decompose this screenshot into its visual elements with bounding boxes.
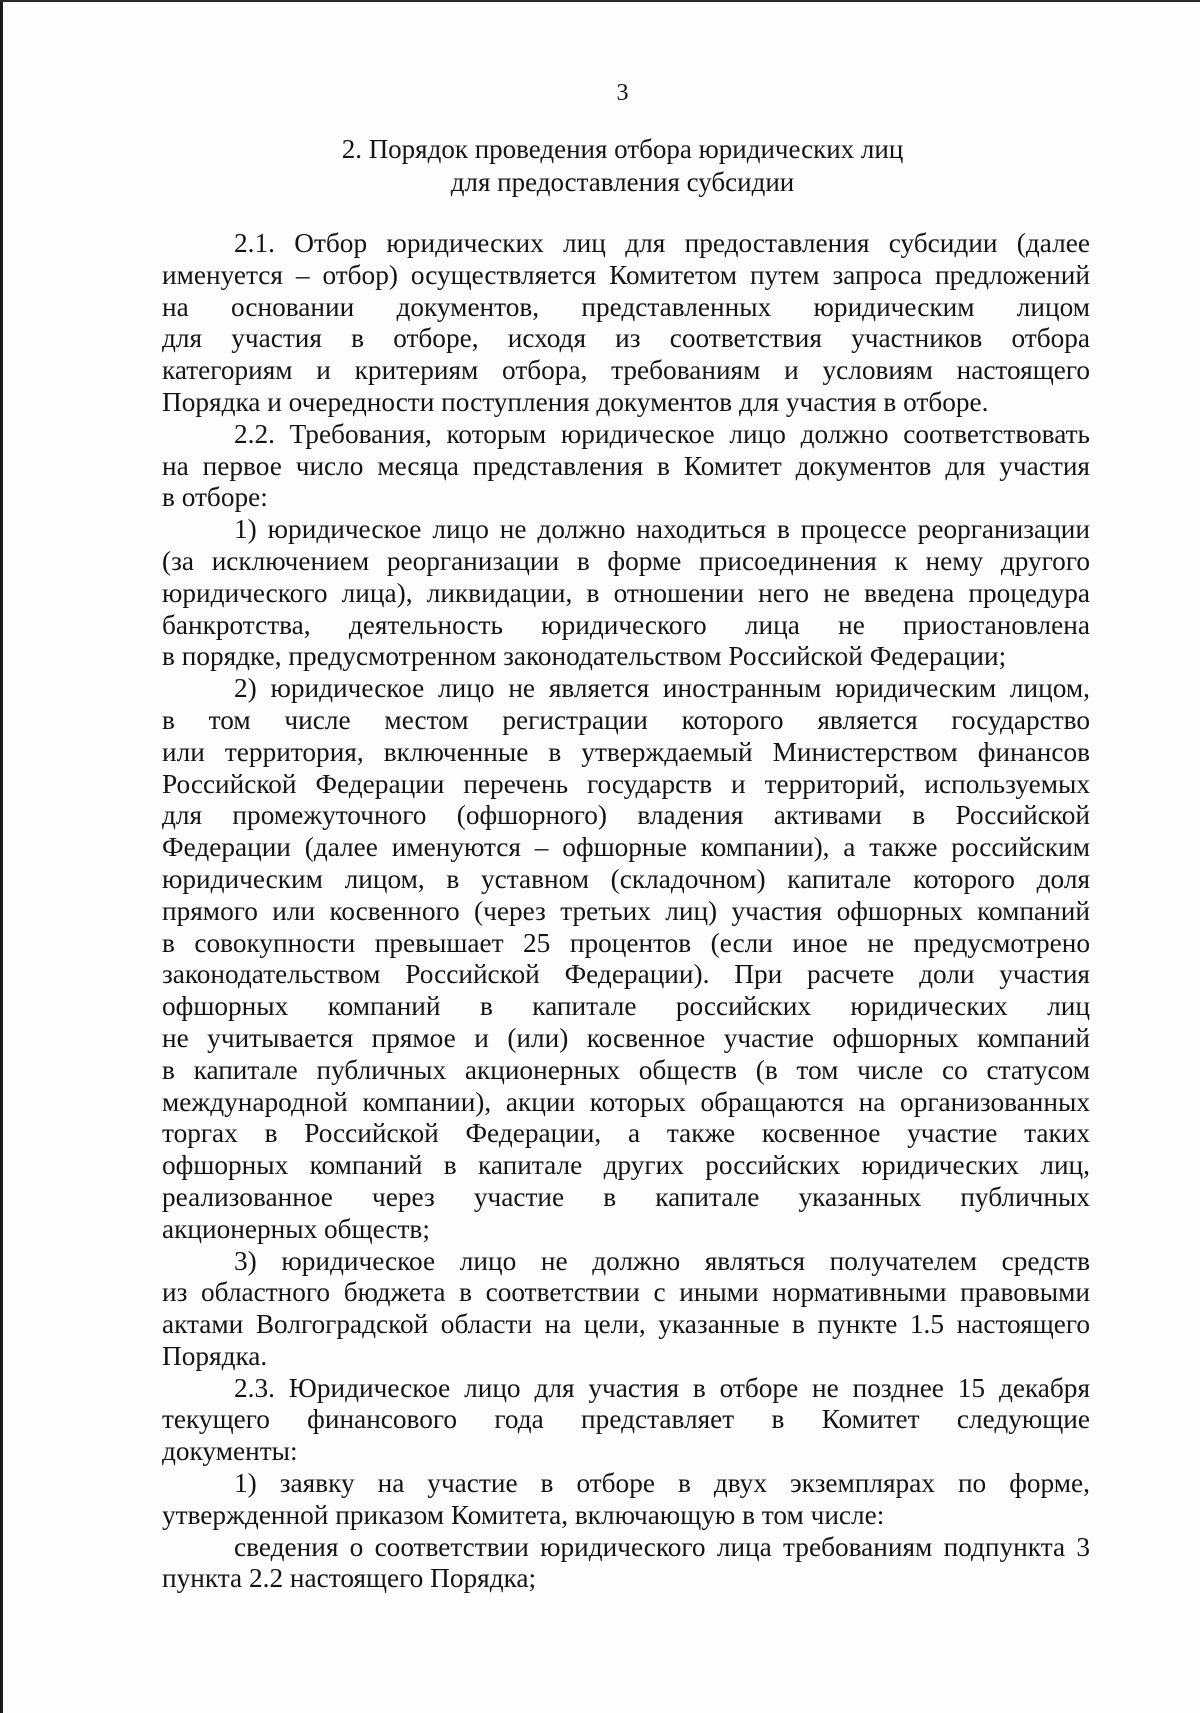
text-line: 2) юридическое лицо не является иностранным юридическим лицом, <box>234 673 1090 704</box>
text-line: актами Волгоградской области на цели, указанные в пункте 1.5 настоящего <box>162 1309 1090 1340</box>
text-line: акционерных обществ; <box>162 1213 430 1244</box>
text-line: в порядке, предусмотренном законодательством Российской Федерации; <box>162 641 1007 672</box>
scan-left-edge <box>0 0 3 1713</box>
text-line: юридическим лицом, в уставном (складочном) капитале которого доля <box>162 863 1090 894</box>
text-line: пункта 2.2 настоящего Порядка; <box>162 1563 537 1594</box>
text-line: банкротства, деятельность юридического лица не приостановлена <box>162 609 1090 640</box>
text-line: на первое число месяца представления в Комитет документов для участия <box>162 450 1090 481</box>
text-line: офшорных компаний в капитале других российских юридических лиц, <box>162 1150 1090 1181</box>
text-line: Порядка и очередности поступления документов для участия в отборе. <box>162 386 989 417</box>
text-line: документы: <box>162 1436 298 1467</box>
text-line: сведения о соответствии юридического лица требованиям подпункта 3 <box>234 1531 1090 1562</box>
text-line: именуется – отбор) осуществляется Комитетом путем запроса предложений <box>162 259 1090 290</box>
section-heading-line-2: для предоставления субсидии <box>450 167 795 197</box>
text-line: 2.1. Отбор юридических лиц для предоставления субсидии (далее <box>234 228 1090 258</box>
body-text <box>162 228 1090 1595</box>
text-line: 1) заявку на участие в отборе в двух экземплярах по форме, <box>234 1468 1090 1499</box>
text-line: торгах в Российской Федерации, а также косвенное участие таких <box>162 1118 1090 1149</box>
text-line: категориям и критериям отбора, требованиям и условиям настоящего <box>162 355 1090 386</box>
text-line: в том числе местом регистрации которого является государство <box>162 704 1090 735</box>
text-line: 2.2. Требования, которым юридическое лицо должно соответствовать <box>234 418 1090 449</box>
text-line: на основании документов, представленных юридическим лицом <box>162 291 1090 322</box>
text-line: в совокупности превышает 25 процентов (если иное не предусмотрено <box>162 927 1090 958</box>
text-line: 2.3. Юридическое лицо для участия в отборе не позднее 15 декабря <box>234 1372 1090 1403</box>
text-line: для промежуточного (офшорного) владения активами в Российской <box>162 800 1090 831</box>
text-line: Федерации (далее именуются – офшорные компании), а также российским <box>162 832 1090 863</box>
text-line: не учитывается прямое и (или) косвенное участие офшорных компаний <box>162 1022 1090 1053</box>
text-line: прямого или косвенного (через третьих лиц) участия офшорных компаний <box>162 895 1090 926</box>
text-line: (за исключением реорганизации в форме присоединения к нему другого <box>162 545 1090 576</box>
text-line: текущего финансового года представляет в Комитет следующие <box>162 1404 1090 1435</box>
text-line: международной компании), акции которых обращаются на организованных <box>162 1086 1090 1117</box>
text-line: в капитале публичных акционерных обществ (в том числе со статусом <box>162 1054 1090 1085</box>
section-heading-line-1: 2. Порядок проведения отбора юридических лиц <box>341 134 904 164</box>
text-line: утвержденной приказом Комитета, включающую в том числе: <box>162 1499 885 1530</box>
page-number: 3 <box>616 80 629 106</box>
scan-top-edge <box>0 0 1200 2</box>
text-line: из областного бюджета в соответствии с иными нормативными правовыми <box>162 1277 1090 1308</box>
text-line: или территория, включенные в утверждаемый Министерством финансов <box>162 736 1090 767</box>
text-line: для участия в отборе, исходя из соответствия участников отбора <box>162 323 1090 354</box>
text-line: Порядка. <box>162 1340 268 1371</box>
text-line: 1) юридическое лицо не должно находиться в процессе реорганизации <box>234 514 1090 545</box>
text-line: Российской Федерации перечень государств и территорий, используемых <box>162 768 1090 799</box>
text-line: законодательством Российской Федерации). При расчете доли участия <box>162 959 1090 990</box>
section-heading <box>0 133 1200 199</box>
text-line: юридического лица), ликвидации, в отношении него не введена процедура <box>162 577 1090 608</box>
text-line: реализованное через участие в капитале указанных публичных <box>162 1181 1090 1212</box>
text-line: 3) юридическое лицо не должно являться получателем средств <box>234 1245 1090 1276</box>
text-line: в отборе: <box>162 482 268 513</box>
text-line: офшорных компаний в капитале российских юридических лиц <box>162 991 1090 1022</box>
